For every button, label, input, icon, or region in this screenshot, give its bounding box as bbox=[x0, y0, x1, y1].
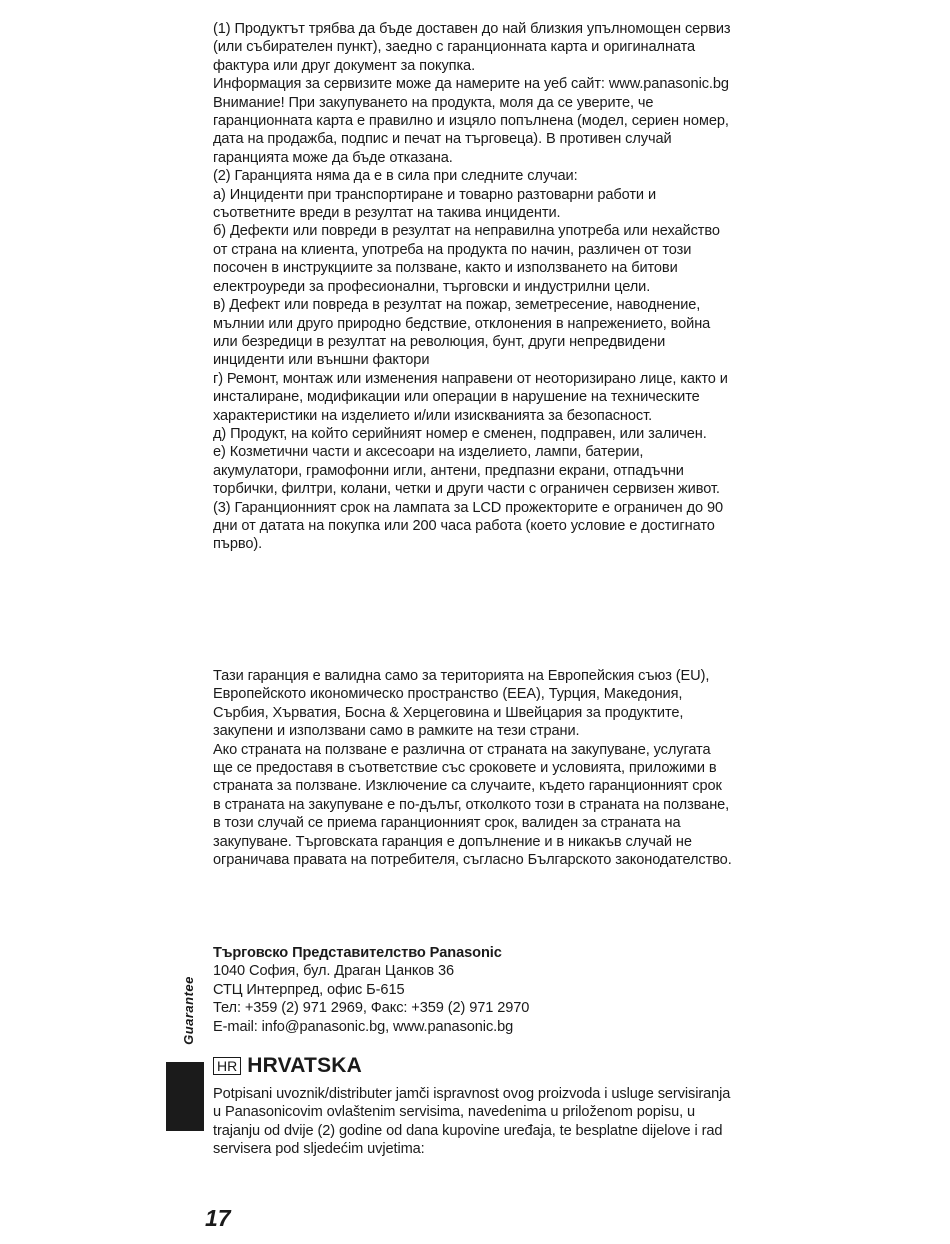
paragraph: (2) Гаранцията няма да е в сила при следните случаи: bbox=[213, 168, 578, 185]
croatian-warranty-intro bbox=[213, 1085, 733, 1159]
paragraph: а) Инциденти при транспортиране и товарно разтоварни работи и съответните вреди в резултат на такива инциденти. bbox=[213, 186, 656, 222]
paragraph: Potpisani uvoznik/distributer jamči ispravnost ovog proizvoda i usluge servisiranja u Panasonicovim ovlaštenim servisima, navedenima u priloženom popisu, u trajanju od dvije (2) godine od dana kupovine uređaja, te besplatne dijelove i rad servisera pod sljedećim uvjetima: bbox=[213, 1086, 731, 1158]
guarantee-label-text: Guarantee bbox=[180, 975, 196, 1045]
bulgarian-warranty-conditions bbox=[213, 20, 733, 554]
contact-email: E-mail: info@panasonic.bg, www.panasonic.bg bbox=[213, 1018, 514, 1035]
language-code-badge: HR bbox=[213, 1057, 241, 1075]
croatia-section-header bbox=[213, 1052, 362, 1080]
paragraph: в) Дефект или повреда в резултат на пожар, земетресение, наводнение, мълнии или друго природно бедствие, отклонения в напрежението, война или безредици в резултат на революция, бунт, други непредвидени инциденти или външни фактори bbox=[213, 297, 711, 369]
paragraph: б) Дефекти или повреди в резултат на неправилна употреба или нехайство от страна на клиента, употреба на продукта по начин, различен от този посочен в инструкциите за ползване, както и използването на битови електроуреди за професионални, търговски и индустрилни цели. bbox=[213, 223, 720, 295]
paragraph: г) Ремонт, монтаж или изменения направени от неоторизирано лице, както и инсталиране, модификации или операции в нарушение на техническите характеристики на изделието и/или изискванията за безопасност. bbox=[213, 370, 728, 424]
section-title: HRVATSKA bbox=[247, 1054, 363, 1077]
section-tab-marker bbox=[166, 1062, 204, 1131]
paragraph: (3) Гаранционният срок на лампата за LCD прожекторите е ограничен до 90 дни от датата на покупка или 200 часа работа (което условие е достигнато първо). bbox=[213, 499, 723, 553]
paragraph: е) Козметични части и аксесоари на изделието, лампи, батерии, акумулатори, грамофонни игли, антени, предпазни екрани, отпадъчни торбички, филтри, колани, четки и други части с ограничен сервизен живот. bbox=[213, 444, 720, 498]
contact-address: 1040 София, бул. Драган Цанков 36 bbox=[213, 963, 455, 980]
paragraph: Ако страната на ползване е различна от страната на закупуване, услугата ще се предоставя в съответствие със сроковете и условията, приложими в страната за ползване. Изключение са случаите, където гаранционният срок в страната на закупуване е по-дълъг, отколкото този в страната на ползване, в този случай се приема гаранционният срок, валиден за страната на закупуване. Търговската гаранция е допълнение и в никакъв случай не ограничава правата на потребителя, съгласно Българското законодателство. bbox=[213, 741, 732, 869]
paragraph: Тази гаранция е валидна само за територията на Европейския съюз (EU), Европейското икономическо пространство (EEA), Турция, Македония, Сърбия, Хърватия, Босна & Херцеговина и Швейцария за продуктите, закупени и използвани само в рамките на тези страни. bbox=[213, 668, 710, 740]
paragraph: д) Продукт, на който серийният номер е сменен, подправен, или заличен. bbox=[213, 425, 707, 442]
contact-phone: Тел: +359 (2) 971 2969, Факс: +359 (2) 971 2970 bbox=[213, 1000, 530, 1017]
page-number: 17 bbox=[205, 1205, 231, 1231]
paragraph: Информация за сервизите може да намерите на уеб сайт: www.panasonic.bg Внимание! При закупуването на продукта, моля да се уверите, че гаранционната карта е правилно и изцяло попълнена (модел, сериен номер, дата на продажба, подпис и печат на търговеца). В противен случай гаранцията може да бъде отказана. bbox=[213, 76, 729, 166]
bulgarian-contact-block bbox=[213, 944, 733, 1036]
paragraph: (1) Продуктът трябва да бъде доставен до най близкия упълномощен сервиз (или събирателен пункт), заедно с гаранционната карта и оригиналната фактура или друг документ за покупка. bbox=[213, 21, 731, 74]
contact-title: Търговско Представителство Panasonic bbox=[213, 945, 502, 961]
contact-office: СТЦ Интерпред, офис Б-615 bbox=[213, 981, 405, 998]
guarantee-side-label bbox=[175, 960, 201, 1060]
bulgarian-warranty-validity bbox=[213, 667, 733, 869]
